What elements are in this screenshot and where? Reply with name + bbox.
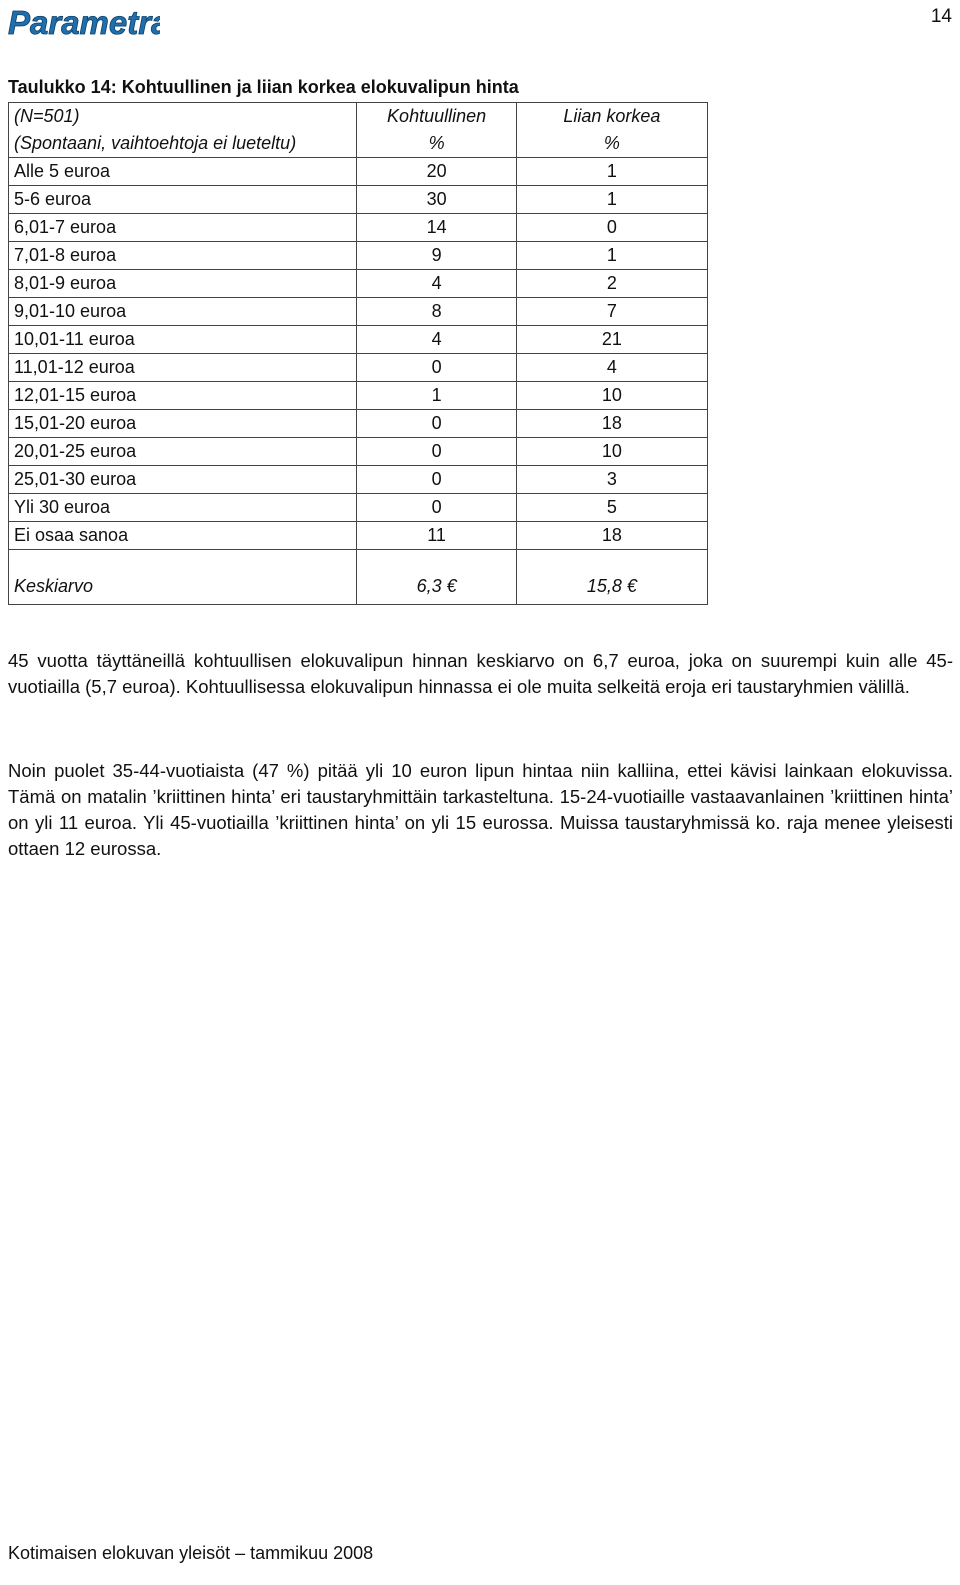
cell-kohtuullinen: 0 [357,466,516,494]
cell-liian-korkea: 18 [516,410,707,438]
header-cell-liian-korkea: Liian korkea [516,103,707,131]
cell-liian-korkea: 1 [516,242,707,270]
table-title: Taulukko 14: Kohtuullinen ja liian korkea elokuvalipun hinta [8,77,519,97]
table-row [9,438,708,466]
cell-kohtuullinen: 8 [357,298,516,326]
table-row [9,158,708,186]
row-label: 5-6 euroa [9,186,357,214]
row-label: 7,01-8 euroa [9,242,357,270]
cell-kohtuullinen: 0 [357,494,516,522]
paragraph-2: Noin puolet 35-44-vuotiaista (47 %) pitää yli 10 euron lipun hintaa niin kalliina, ettei kävisi lainkaan elokuvissa. Tämä on matalin ’kriittinen hinta’ eri taustaryhmittäin tarkasteltuna. 15-24-vuotiaille vastaavanlainen ’kriittinen hinta’ on yli 11 euroa. Yli 45-vuotiailla ’kriittinen hinta’ on yli 15 eurossa. Muissa taustaryhmissä ko. raja menee yleisesti ottaen 12 eurossa. [8,760,953,859]
row-label: Ei osaa sanoa [9,522,357,550]
logo-text: Parametra [8,4,160,40]
row-label: 20,01-25 euroa [9,438,357,466]
row-label: Yli 30 euroa [9,494,357,522]
table-row [9,326,708,354]
cell-kohtuullinen: 14 [357,214,516,242]
row-label: 6,01-7 euroa [9,214,357,242]
header-cell-percent-l: % [516,130,707,158]
cell-kohtuullinen: 1 [357,382,516,410]
row-label: 8,01-9 euroa [9,270,357,298]
cell-kohtuullinen: 0 [357,354,516,382]
cell-liian-korkea: 4 [516,354,707,382]
table-row [9,354,708,382]
table-row [9,186,708,214]
average-label: Keskiarvo [9,568,357,605]
table-row [9,494,708,522]
footer-text: Kotimaisen elokuvan yleisöt – tammikuu 2008 [8,1543,374,1563]
row-label: 11,01-12 euroa [9,354,357,382]
table-row [9,270,708,298]
row-label: 15,01-20 euroa [9,410,357,438]
cell-kohtuullinen: 0 [357,438,516,466]
row-label: 12,01-15 euroa [9,382,357,410]
cell-liian-korkea: 7 [516,298,707,326]
header-cell-note: (Spontaani, vaihtoehtoja ei lueteltu) [9,130,357,158]
header-cell-sample: (N=501) [9,103,357,131]
cell-liian-korkea: 1 [516,186,707,214]
table-row [9,242,708,270]
cell-kohtuullinen: 9 [357,242,516,270]
table-row [9,298,708,326]
table-header-row [9,103,708,131]
cell-liian-korkea: 10 [516,438,707,466]
cell-liian-korkea: 10 [516,382,707,410]
header-cell-kohtuullinen: Kohtuullinen [357,103,516,131]
table-average-row [9,568,708,605]
price-table [8,102,708,605]
table-row [9,214,708,242]
cell-liian-korkea: 0 [516,214,707,242]
average-kohtuullinen: 6,3 € [357,568,516,605]
cell-kohtuullinen: 30 [357,186,516,214]
cell-liian-korkea: 21 [516,326,707,354]
cell-kohtuullinen: 0 [357,410,516,438]
cell-liian-korkea: 3 [516,466,707,494]
row-label: Alle 5 euroa [9,158,357,186]
cell-kohtuullinen: 4 [357,326,516,354]
cell-liian-korkea: 18 [516,522,707,550]
cell-kohtuullinen: 20 [357,158,516,186]
logo [8,4,160,40]
row-label: 9,01-10 euroa [9,298,357,326]
cell-liian-korkea: 2 [516,270,707,298]
cell-kohtuullinen: 11 [357,522,516,550]
table-spacer-row [9,550,708,569]
row-label: 25,01-30 euroa [9,466,357,494]
cell-liian-korkea: 1 [516,158,707,186]
cell-liian-korkea: 5 [516,494,707,522]
table-row [9,382,708,410]
table-row [9,410,708,438]
table-row [9,466,708,494]
page-number: 14 [930,6,952,27]
paragraph-1: 45 vuotta täyttäneillä kohtuullisen elokuvalipun hinnan keskiarvo on 6,7 euroa, joka on suurempi kuin alle 45-vuotiailla (5,7 euroa). Kohtuullisessa elokuvalipun hinnassa ei ole muita selkeitä eroja eri taustaryhmien välillä. [8,650,953,697]
table-header-row-2 [9,130,708,158]
table-row [9,522,708,550]
header-cell-percent-k: % [357,130,516,158]
row-label: 10,01-11 euroa [9,326,357,354]
average-liian-korkea: 15,8 € [516,568,707,605]
cell-kohtuullinen: 4 [357,270,516,298]
